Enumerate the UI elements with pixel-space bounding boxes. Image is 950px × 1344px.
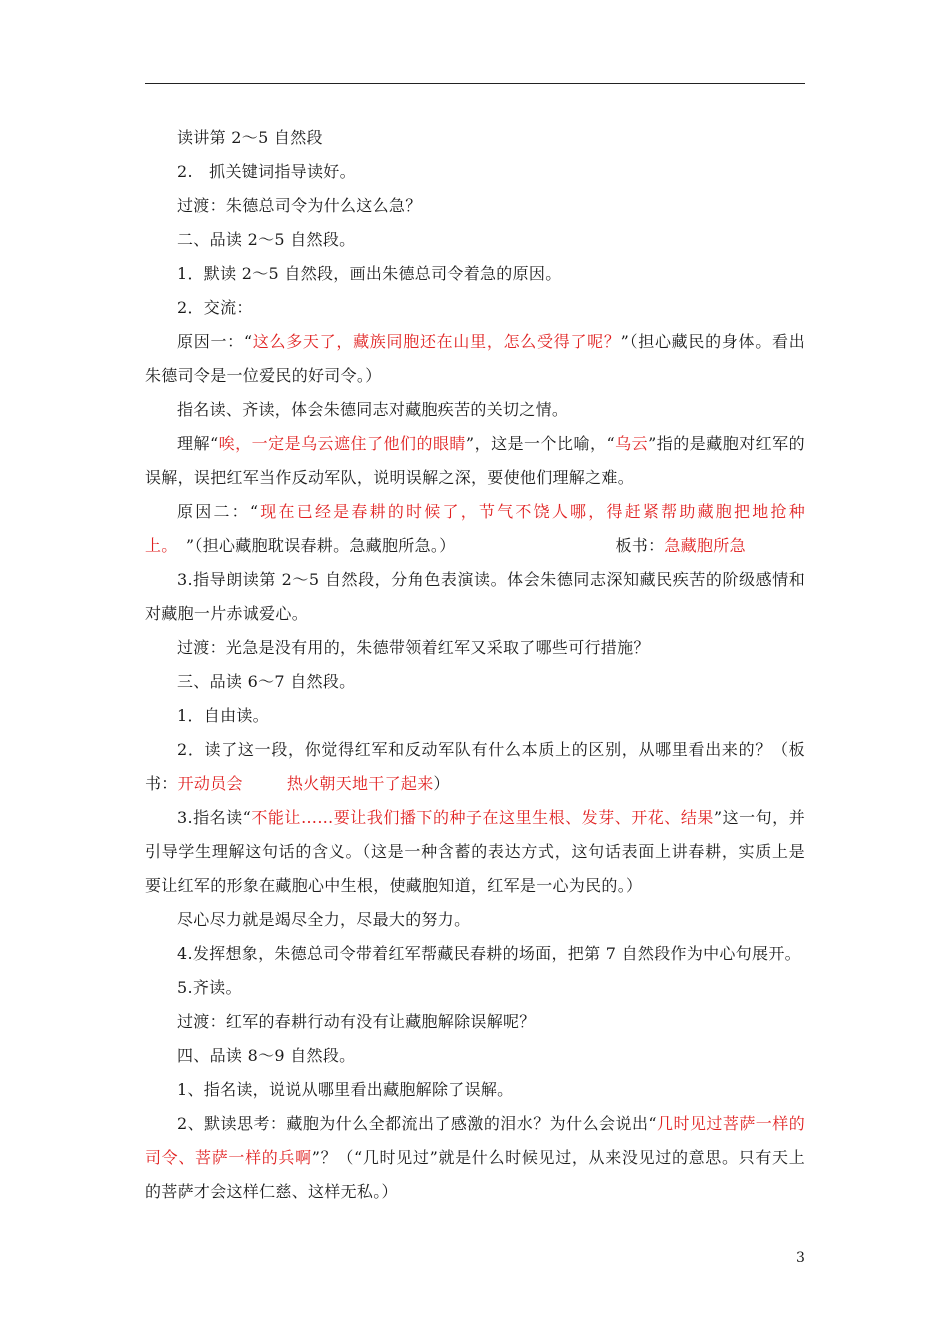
section-heading: 三、品读 6～7 自然段。 <box>177 672 356 691</box>
text: ”（担心藏民的身体。看出朱德司令是一位爱民的好司令。） <box>145 332 805 385</box>
text: ”？（“几时见过”就是什么时候见过，从来没见过的意思。只有天上的菩萨才会这样仁慈、这样无私。） <box>145 1148 805 1201</box>
text: ”，这是一个比喻，“ <box>465 434 615 453</box>
quote-highlight: 不能让……要让我们播下的种子在这里生根、发芽、开花、结果 <box>251 808 714 827</box>
paragraph: 1、指名读，说说从哪里看出藏胞解除了误解。 <box>177 1080 514 1099</box>
paragraph: 读讲第 2～5 自然段 <box>177 128 323 147</box>
text: 2、默读思考：藏胞为什么全都流出了感激的泪水？为什么会说出“ <box>177 1114 657 1133</box>
section-heading: 四、品读 8～9 自然段。 <box>177 1046 356 1065</box>
text: 原因一：“ <box>177 332 253 351</box>
paragraph-quote <box>145 1107 805 1209</box>
board-note: 开动员会 <box>177 774 243 793</box>
board-label: 板书： <box>615 536 665 555</box>
paragraph: 过渡：红军的春耕行动有没有让藏胞解除误解呢？ <box>177 1012 536 1031</box>
paragraph-board-notes <box>145 733 805 801</box>
section-heading: 二、品读 2～5 自然段。 <box>177 230 356 249</box>
text: ”（担心藏胞耽误春耕。急藏胞所急。） <box>169 536 456 555</box>
paragraph: 过渡：光急是没有用的，朱德带领着红军又采取了哪些可行措施？ <box>177 638 650 657</box>
paragraph: 1．默读 2～5 自然段，画出朱德总司令着急的原因。 <box>177 264 562 283</box>
paragraph-metaphor <box>145 427 805 495</box>
text: 2．读了这一段，你觉得红军和反动军队有什么本质上的区别，从哪里看出来的？（板书： <box>145 740 805 793</box>
paragraph: 3.指导朗读第 2～5 自然段，分角色表演读。体会朱德同志深知藏民疾苦的阶级感情和对藏胞一片赤诚爱心。 <box>145 570 805 623</box>
paragraph: 2．交流： <box>177 298 253 317</box>
text: ”指的是藏胞对红军的误解，误把红军当作反动军队，说明误解之深，要使他们理解之难。 <box>145 434 805 487</box>
quote-highlight: 唉，一定是乌云遮住了他们的眼睛 <box>218 434 466 453</box>
quote-highlight: 现在已经是春耕的时候了，节气不饶人哪，得赶紧帮助藏胞把地抢种上。 <box>145 502 805 555</box>
paragraph-reason-one <box>145 325 805 393</box>
paragraph: 2. 抓关键词指导读好。 <box>177 162 356 181</box>
board-note: 急藏胞所急 <box>664 536 746 555</box>
paragraph-reason-two <box>145 495 805 563</box>
paragraph: 4.发挥想象，朱德总司令带着红军帮藏民春耕的场面，把第 7 自然段作为中心句展开。 <box>177 944 801 963</box>
text: 原因二：“ <box>177 502 259 521</box>
paragraph-quote <box>145 801 805 903</box>
text: 理解“ <box>177 434 219 453</box>
paragraph: 过渡：朱德总司令为什么这么急？ <box>177 196 422 215</box>
paragraph: 5.齐读。 <box>177 978 242 997</box>
quote-highlight: 几时见过菩萨一样的司令、菩萨一样的兵啊 <box>145 1114 805 1167</box>
page-number: 3 <box>796 1250 805 1266</box>
board-note: 热火朝天地干了起来 <box>286 774 434 793</box>
text: ”这一句，并引导学生理解这句话的含义。（这是一种含蓄的表达方式，这句话表面上讲春耕，实质上是要让红军的形象在藏胞心中生根，使藏胞知道，红军是一心为民的。） <box>145 808 806 895</box>
paragraph: 指名读、齐读，体会朱德同志对藏胞疾苦的关切之情。 <box>177 400 569 419</box>
paragraph: 1．自由读。 <box>177 706 269 725</box>
text: ） <box>433 774 450 793</box>
quote-highlight: 乌云 <box>614 434 649 453</box>
document-body <box>145 121 805 1209</box>
header-rule <box>145 83 805 84</box>
paragraph: 尽心尽力就是竭尽全力，尽最大的努力。 <box>177 910 471 929</box>
text: 3.指名读“ <box>177 808 252 827</box>
quote-highlight: 这么多天了，藏族同胞还在山里，怎么受得了呢？ <box>252 332 621 351</box>
